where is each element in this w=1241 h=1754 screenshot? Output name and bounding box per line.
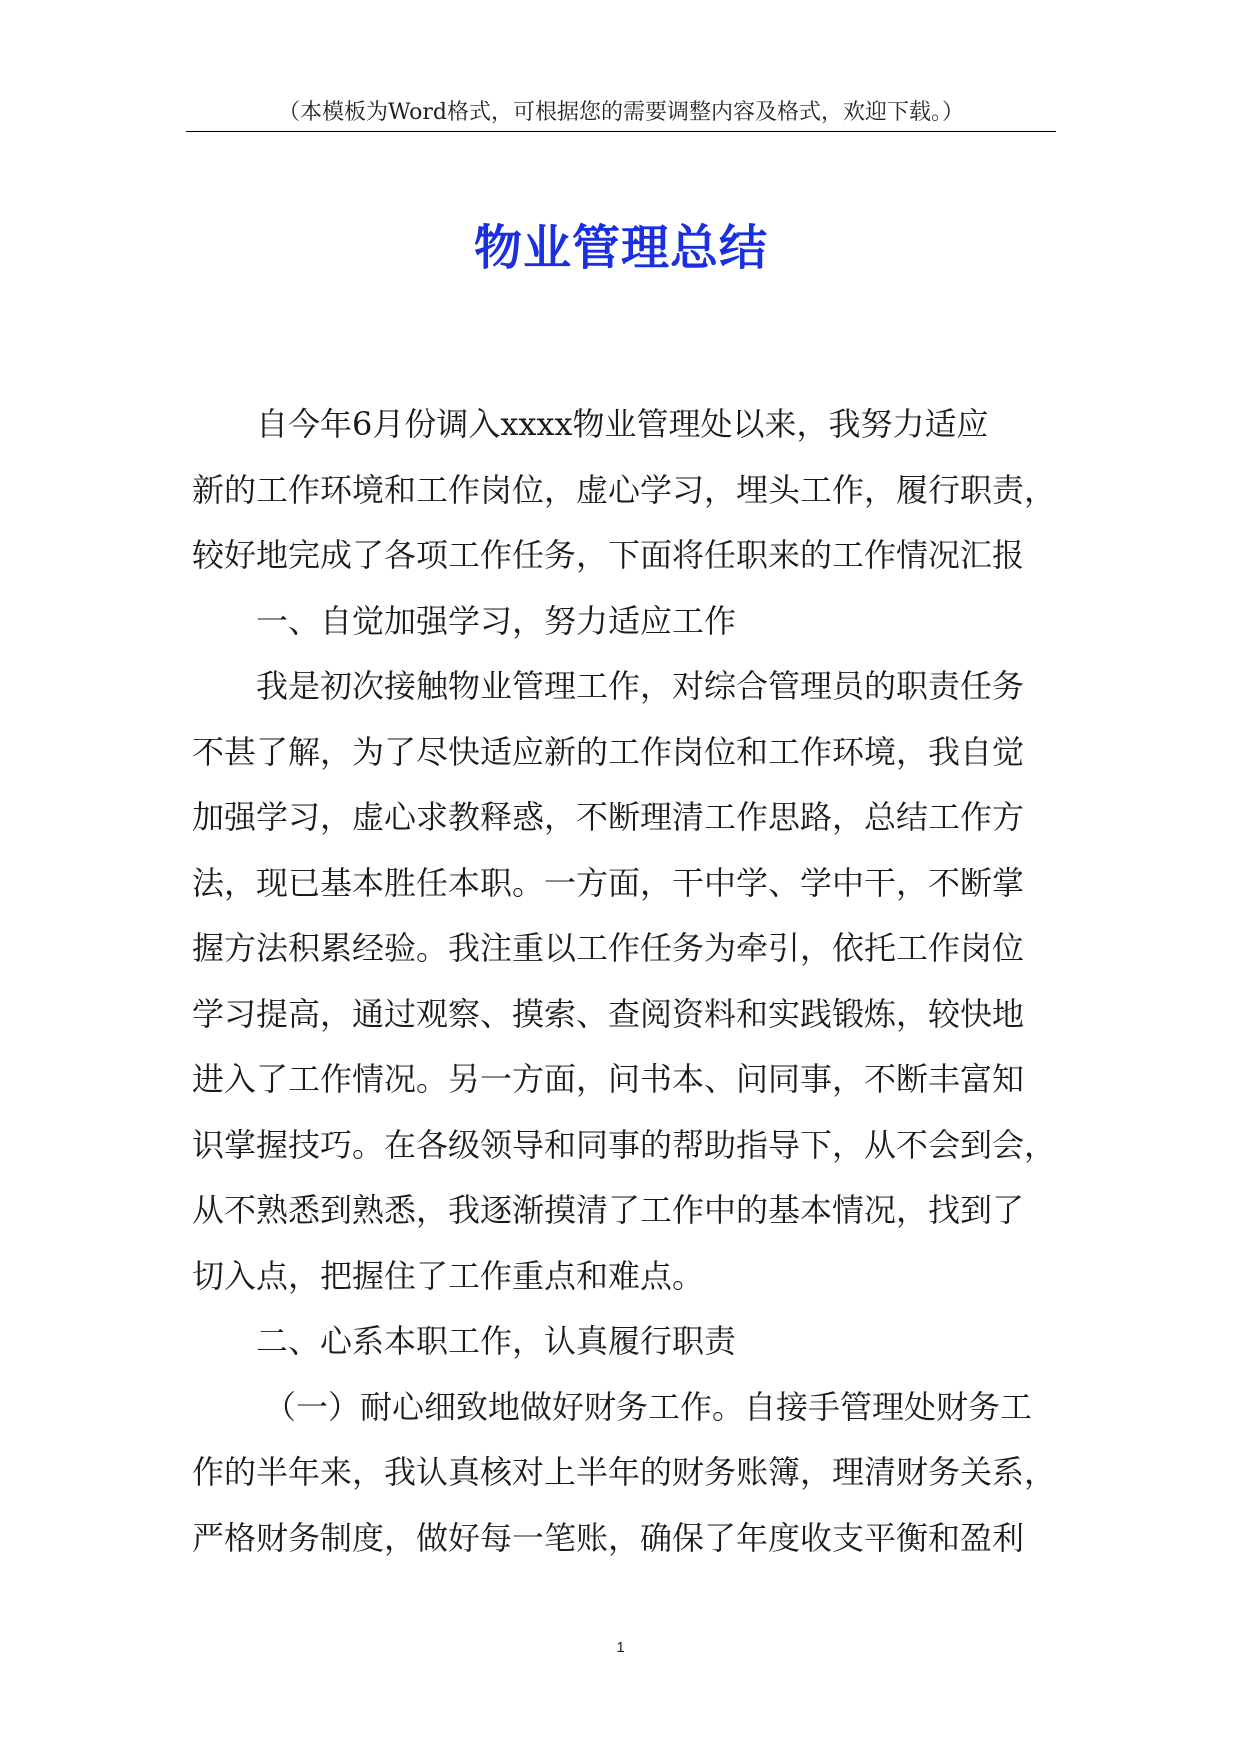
paragraph-line: 加强学习，虚心求教释惑，不断理清工作思路，总结工作方 (192, 798, 1025, 836)
paragraph-line: 学习提高，通过观察、摸索、查阅资料和实践锻炼，较快地 (192, 994, 1025, 1033)
paragraph-line: 不甚了解，为了尽快适应新的工作岗位和工作环境，我自觉 (192, 732, 1025, 771)
paragraph-line: 法，现已基本胜任本职。一方面，干中学、学中干，不断掌 (192, 863, 1025, 902)
header-divider (186, 131, 1056, 132)
paragraph-line: 从不熟悉到熟悉，我逐渐摸清了工作中的基本情况，找到了 (192, 1191, 1025, 1229)
paragraph-line: 自今年6月份调入xxxx物业管理处以来，我努力适应 (256, 405, 989, 443)
page-number: 1 (616, 1639, 625, 1656)
document-body (192, 392, 1058, 1571)
section-heading: 一、自觉加强学习，努力适应工作 (256, 601, 737, 640)
document-title: 物业管理总结 (473, 220, 768, 276)
template-note: （本模板为Word格式，可根据您的需要调整内容及格式，欢迎下载。） (278, 100, 964, 125)
paragraph-line: 握方法积累经验。我注重以工作任务为牵引，依托工作岗位 (192, 929, 1025, 967)
paragraph-line: 严格财务制度，做好每一笔账，确保了年度收支平衡和盈利 (192, 1518, 1025, 1557)
paragraph-line: 我是初次接触物业管理工作，对综合管理员的职责任务 (256, 667, 1025, 705)
paragraph-line: 识掌握技巧。在各级领导和同事的帮助指导下，从不会到会， (192, 1125, 1057, 1164)
paragraph-line: （一）耐心细致地做好财务工作。自接手管理处财务工 (264, 1387, 1033, 1426)
paragraph-line: 作的半年来，我认真核对上半年的财务账簿，理清财务关系， (192, 1453, 1057, 1491)
paragraph-line: 进入了工作情况。另一方面，问书本、问同事，不断丰富知 (192, 1060, 1025, 1098)
section-heading: 二、心系本职工作，认真履行职责 (256, 1322, 737, 1360)
paragraph-line: 较好地完成了各项工作任务，下面将任职来的工作情况汇报 (192, 536, 1025, 574)
paragraph-line: 新的工作环境和工作岗位，虚心学习，埋头工作，履行职责， (192, 470, 1057, 509)
paragraph-line: 切入点，把握住了工作重点和难点。 (192, 1256, 705, 1295)
